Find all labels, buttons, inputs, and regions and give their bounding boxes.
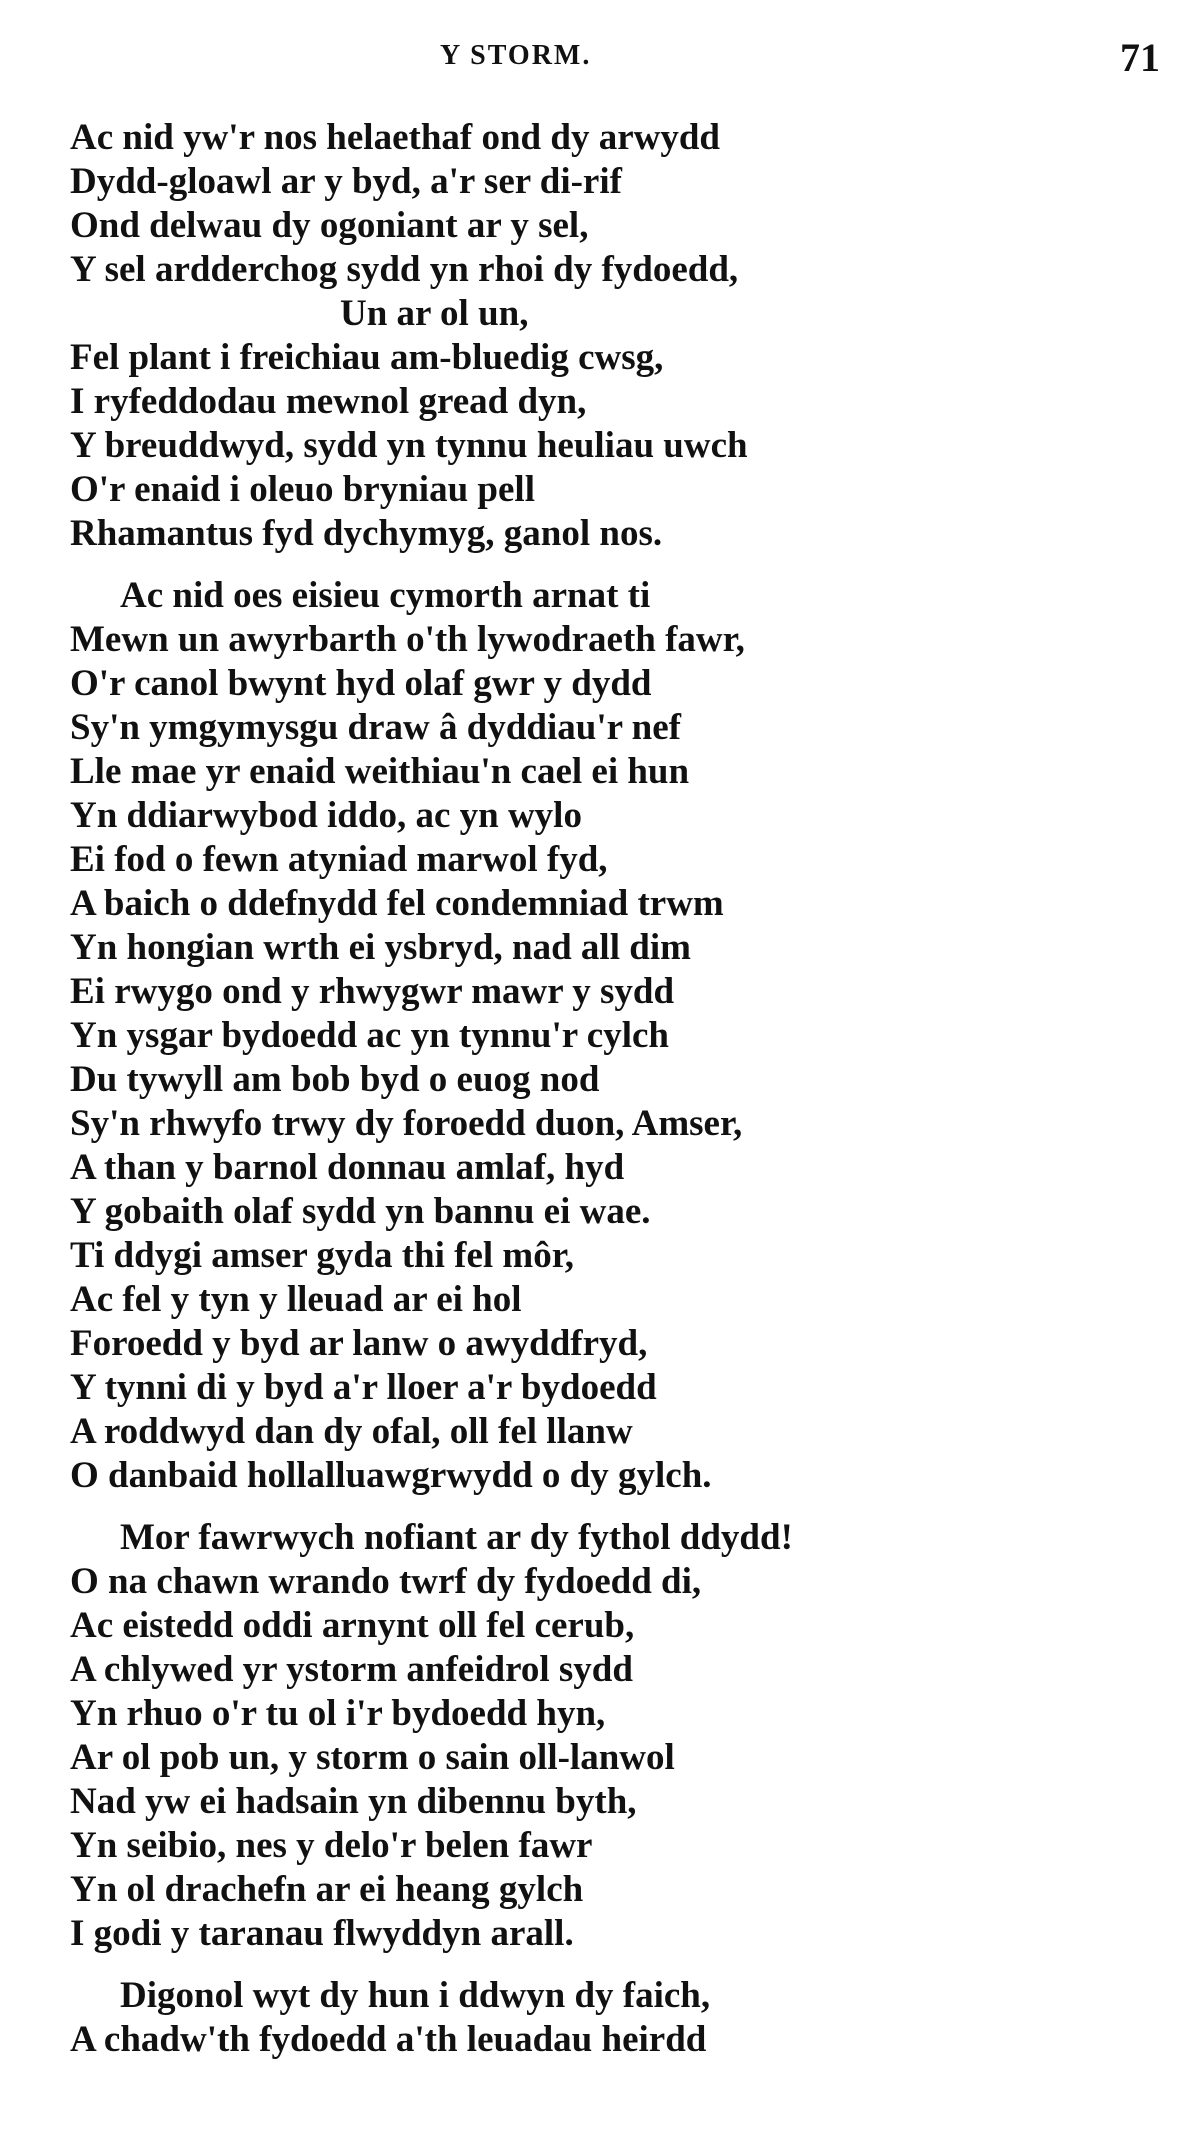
poem-line: Y sel ardderchog sydd yn rhoi dy fydoedd, [70,249,739,290]
poem-line: Sy'n ymgymysgu draw â dyddiau'r nef [70,707,681,748]
poem-line: Ac fel y tyn y lleuad ar ei hol [70,1279,522,1320]
poem-line: Lle mae yr enaid weithiau'n cael ei hun [70,751,690,792]
poem-line: Yn rhuo o'r tu ol i'r bydoedd hyn, [70,1693,606,1734]
poem-line: O'r canol bwynt hyd olaf gwr y dydd [70,663,652,704]
poem-line: Ac eistedd oddi arnynt oll fel cerub, [70,1605,635,1646]
poem-line: I godi y taranau flwyddyn arall. [70,1913,574,1954]
poem-line: Ar ol pob un, y storm o sain oll-lanwol [70,1737,675,1778]
running-head [0,34,1190,80]
poem-line: Ti ddygi amser gyda thi fel môr, [70,1235,574,1276]
poem-line: Dydd-gloawl ar y byd, a'r ser di-rif [70,161,622,202]
poem-line: Rhamantus fyd dychymyg, ganol nos. [70,513,663,554]
poem-line: Sy'n rhwyfo trwy dy foroedd duon, Amser, [70,1103,743,1144]
poem-line: Fel plant i freichiau am-bluedig cwsg, [70,337,664,378]
poem-line: A chlywed yr ystorm anfeidrol sydd [70,1649,633,1690]
page-number: 71 [1120,35,1160,80]
poem-line: Nad yw ei hadsain yn dibennu byth, [70,1781,637,1822]
poem-body [70,116,1150,2080]
poem-line: Yn ddiarwybod iddo, ac yn wylo [70,795,582,836]
poem-line: Yn ol drachefn ar ei heang gylch [70,1869,584,1910]
stanza [70,1516,1150,1956]
poem-line: O danbaid hollalluawgrwydd o dy gylch. [70,1455,712,1496]
poem-line: I ryfeddodau mewnol gread dyn, [70,381,587,422]
poem-line: Y gobaith olaf sydd yn bannu ei wae. [70,1191,651,1232]
poem-line: Y breuddwyd, sydd yn tynnu heuliau uwch [70,425,748,466]
poem-line: Foroedd y byd ar lanw o awyddfryd, [70,1323,648,1364]
poem-line: Digonol wyt dy hun i ddwyn dy faich, [120,1975,711,2016]
poem-line: Ac nid yw'r nos helaethaf ond dy arwydd [70,117,721,158]
stanza [70,116,1150,556]
poem-line: O'r enaid i oleuo bryniau pell [70,469,535,510]
poem-line: Yn seibio, nes y delo'r belen fawr [70,1825,593,1866]
poem-line: Yn hongian wrth ei ysbryd, nad all dim [70,927,691,968]
poem-line: Ond delwau dy ogoniant ar y sel, [70,205,589,246]
poem-line: Ei fod o fewn atyniad marwol fyd, [70,839,608,880]
poem-line: A than y barnol donnau amlaf, hyd [70,1147,625,1188]
poem-line: Ei rwygo ond y rhwygwr mawr y sydd [70,971,675,1012]
poem-line: Ac nid oes eisieu cymorth arnat ti [120,575,651,616]
poem-line: Y tynni di y byd a'r lloer a'r bydoedd [70,1367,657,1408]
page-title: Y STORM. [440,40,592,71]
poem-line: A roddwyd dan dy ofal, oll fel llanw [70,1411,633,1452]
stanza [70,1974,1150,2062]
poem-line: O na chawn wrando twrf dy fydoedd di, [70,1561,702,1602]
stanza [70,574,1150,1498]
poem-line: Du tywyll am bob byd o euog nod [70,1059,600,1100]
poem-line: A baich o ddefnydd fel condemniad trwm [70,883,724,924]
poem-line: Mor fawrwych nofiant ar dy fythol ddydd! [120,1517,793,1558]
poem-line: A chadw'th fydoedd a'th leuadau heirdd [70,2019,707,2060]
poem-line: Yn ysgar bydoedd ac yn tynnu'r cylch [70,1015,669,1056]
poem-line: Un ar ol un, [340,293,529,334]
poem-line: Mewn un awyrbarth o'th lywodraeth fawr, [70,619,745,660]
